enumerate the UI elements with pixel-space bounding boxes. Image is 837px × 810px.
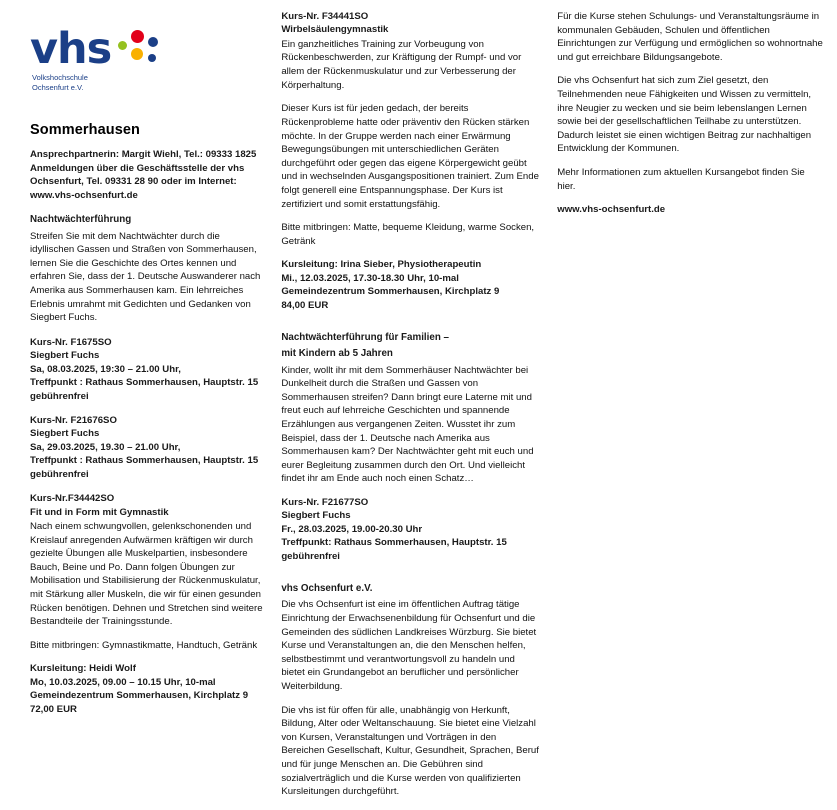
vhs-website-link[interactable]: www.vhs-ochsenfurt.de (557, 204, 666, 216)
course-fee: 72,00 EUR (30, 703, 77, 715)
course-location: Treffpunkt : Rathaus Sommerhausen, Hauptstr. 15 (30, 455, 259, 467)
course-f1675so (30, 336, 263, 403)
logo-wordmark: vhs (30, 24, 112, 74)
red-dot-icon (131, 30, 144, 43)
section-heading: Nachtwächterführung (30, 214, 132, 226)
course-description: Kinder, wollt ihr mit dem Sommerhäuser Nachtwächter bei Dunkelheit durch die Straßen und Gassen von Sommerhausen streifen? Dann bringt eure Laterne mit und freut euch auf lehrreiche Geschichten und spannende Erzählungen aus vergangenen Zeiten. Wusstet ihr zum Beispiel, dass der 1. Deutsche nach Amerika aus Sommerhausen kam? Der Nachtwächter geht mit euch und eurer Begleitung zusammen durch den Ort. Und vielleicht findet ihr am Ende auch noch einen Schatz… (281, 364, 534, 485)
course-f21677so (281, 331, 539, 563)
course-date: Mi., 12.03.2025, 17.30-18.30 Uhr, 10-mal (281, 272, 459, 284)
course-fee: gebührenfrei (281, 550, 340, 562)
course-leader: Siegbert Fuchs (30, 350, 100, 362)
course-f34441so (281, 10, 539, 312)
course-number: Kurs-Nr.F34442SO (30, 493, 115, 505)
about-paragraph-2: Die vhs ist für offen für alle, unabhängig von Herkunft, Bildung, Alter oder Weltanschauung. Sie bietet eine Vielzahl von Kursen, Veranstaltungen und Vorträgen in den Bereichen Gesellschaft, Kultur, Gesundheit, Sprachen, Beruf und für junge Menschen an. Die Gebühren sind sozialverträglich und die Kurse werden von qualifizierten Kursleitungen durchgeführt. (281, 704, 539, 798)
logo-subtitle (32, 73, 263, 93)
section-body: Streifen Sie mit dem Nachtwächter durch die idyllischen Gassen und Straßen von Sommerhausen, lernen Sie die Geschichte des Ortes kennen und erfahren Sie, dass der 1. Deutsche Auswanderer nach Amerika aus Sommerhausen kam. Ein lehrreiches Erlebnis umrahmt mit Gedichten und Gedanken von Siegbert Fuchs. (30, 230, 261, 324)
course-description-part2: Dieser Kurs ist für jeden gedach, der bereits Rückenprobleme hatte oder präventiv den Rücken stärken möchte. In der Gruppe werden nach einer Erwärmung Bewegungsübungen mit unterschiedlichen Geräten durchgeführt oder gegen das eigene Körpergewicht geübt und in wechselnden Ausgangspositionen trainiert. Zum Ende folgt generell eine Entspannungsphase. Der Kurs ist zertifiziert und somit erstattungsfähig. (281, 103, 539, 210)
course-title: Fit und in Form mit Gymnastik (30, 506, 169, 518)
logo-row (30, 24, 263, 74)
course-description: Nach einem schwungvollen, gelenkschonenden und Kreislauf anregenden Aufwärmen kräftigen wir durch gezielte Übungen alle Muskelpartien, insbesondere Bauch, Beine und Po. Dann folgen Übungen zur Mobilisation und Stabilisierung der Rückenmuskulatur, mit Stärkung aller Muskeln, die wir für einen gesunden Rücken benötigen. Dehnen und Stretchen sind weitere Bestandteile der Trainingsstunde. (30, 520, 263, 628)
contact-line-2: Anmeldungen über die Geschäftsstelle der vhs (30, 162, 245, 174)
contact-line-3: Ochsenfurt, Tel. 09331 28 90 oder im Internet: (30, 176, 237, 188)
course-date: Sa, 08.03.2025, 19:30 – 21.00 Uhr, (30, 363, 181, 375)
course-f21676so (30, 414, 263, 481)
course-location: Treffpunkt: Rathaus Sommerhausen, Hauptstr. 15 (281, 537, 507, 549)
right-paragraph-3: Mehr Informationen zum aktuellen Kursangebot finden Sie hier. (557, 167, 805, 192)
page-title: Sommerhausen (30, 122, 140, 138)
blue-dot-icon (148, 37, 158, 47)
contact-line-1: Ansprechpartnerin: Margit Wiehl, Tel.: 09333 1825 (30, 149, 257, 160)
course-fee: 84,00 EUR (281, 299, 329, 311)
course-fee: gebührenfrei (30, 468, 89, 480)
course-leader: Kursleitung: Irina Sieber, Physiotherapeutin (281, 259, 482, 271)
course-title-line1: Nachtwächterführung für Familien – (281, 332, 449, 344)
course-location: Treffpunkt : Rathaus Sommerhausen, Hauptstr. 15 (30, 377, 259, 389)
course-location: Gemeindezentrum Sommerhausen, Kirchplatz 9 (281, 286, 500, 298)
about-paragraph-1: Die vhs Ochsenfurt ist eine im öffentlichen Auftrag tätige Einrichtung der Erwachsenenbildung für Ochsenfurt und die Gemeinden des südlichen Landkreises Würzburg. Sie bietet Kurse und Veranstaltungen an, die den Menschen helfen, selbstbestimmt und verantwortungsvoll zu handeln und bietet ein Grundangebot an beruflicher und persönlicher Weiterbildung. (281, 599, 537, 692)
logo-subtitle-line1: Volkshochschule (32, 73, 88, 82)
course-f34442so (30, 492, 263, 716)
yellow-dot-icon (131, 48, 143, 60)
logo-subtitle-line2: Ochsenfurt e.V. (32, 83, 84, 93)
section-nachtwaechterfuehrung (30, 213, 263, 324)
logo-dots-cluster (115, 30, 161, 70)
column-middle (281, 10, 557, 810)
green-dot-icon (118, 41, 127, 50)
course-bring-items: Bitte mitbringen: Matte, bequeme Kleidung, warme Socken, Getränk (281, 222, 535, 247)
contact-website[interactable]: www.vhs-ochsenfurt.de (30, 189, 138, 201)
spacer (281, 323, 539, 331)
column-left (30, 10, 281, 727)
right-paragraph-2: Die vhs Ochsenfurt hat sich zum Ziel gesetzt, den Teilnehmenden neue Fähigkeiten und Wissen zu vermitteln, ihre Neugier zu wecken und sie beim lebenslangen Lernen sowie bei der gesellschaftlichen Teilhabe zu unterstützen. Dadurch leistet sie einen wichtigen Beitrag zur nachhaltigen Entwicklung der Kommunen. (557, 75, 812, 155)
course-description-part1: Ein ganzheitliches Training zur Vorbeugung von Rückenbeschwerden, zur Kräftigung der Rumpf- und vor allem der Rückenmuskulatur und zur Verbesserung der Körperhaltung. (281, 38, 522, 91)
course-title-line2: mit Kindern ab 5 Jahren (281, 348, 393, 360)
vhs-logo (30, 24, 263, 100)
column-right (557, 10, 825, 217)
course-number: Kurs-Nr. F21676SO (30, 415, 117, 427)
spacer (281, 574, 539, 582)
course-bring-items: Bitte mitbringen: Gymnastikmatte, Handtuch, Getränk (30, 639, 258, 651)
course-date: Fr., 28.03.2025, 19.00-20.30 Uhr (281, 523, 423, 535)
course-number: Kurs-Nr. F34441SO (281, 11, 369, 22)
course-date: Sa, 29.03.2025, 19.30 – 21.00 Uhr, (30, 441, 181, 453)
course-fee: gebührenfrei (30, 390, 89, 402)
about-vhs-section (281, 582, 539, 799)
course-leader: Siegbert Fuchs (30, 428, 100, 440)
right-paragraph-1: Für die Kurse stehen Schulungs- und Veranstaltungsräume in kommunalen Gebäuden, Schulen und öffentlichen Einrichtungen zur Verfügung und ermöglichen so wohnortnahe und gut erreichbare Bildungsangebote. (557, 11, 823, 63)
course-leader: Siegbert Fuchs (281, 510, 351, 522)
course-location: Gemeindezentrum Sommerhausen, Kirchplatz 9 (30, 690, 249, 702)
about-heading: vhs Ochsenfurt e.V. (281, 583, 373, 595)
course-number: Kurs-Nr. F21677SO (281, 496, 369, 508)
course-title: Wirbelsäulengymnastik (281, 24, 389, 36)
contact-block (30, 148, 263, 202)
course-date: Mo, 10.03.2025, 09.00 – 10.15 Uhr, 10-mal (30, 676, 216, 688)
course-number: Kurs-Nr. F1675SO (30, 336, 112, 348)
course-leader: Kursleitung: Heidi Wolf (30, 663, 136, 675)
blue-dot-small-icon (148, 54, 156, 62)
